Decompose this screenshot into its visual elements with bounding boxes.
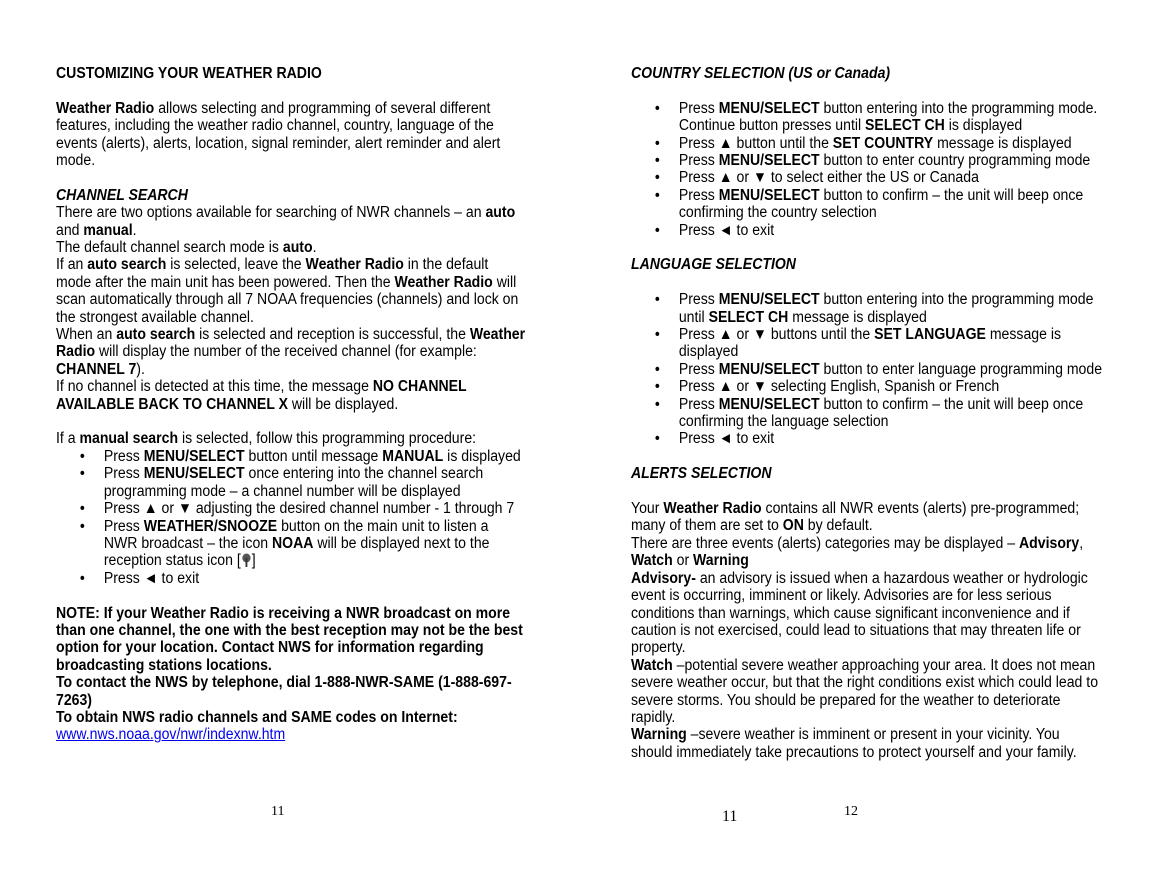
alert-categories-text: There are three events (alerts) categories may be displayed – Advisory, Watch or Warning	[631, 534, 1084, 570]
page-number-right-b: 12	[844, 804, 858, 819]
language-selection-heading: LANGUAGE SELECTION	[631, 256, 796, 274]
alerts-selection-heading: ALERTS SELECTION	[631, 465, 772, 483]
list-item: • Press ▲ or ▼ adjusting the desired channel number - 1 through 7	[79, 500, 515, 518]
warning-text: Warning –severe weather is imminent or present in your vicinity. You should immediately take precautions to protect yourself and your family.	[631, 726, 1077, 761]
manual-steps-list	[56, 448, 525, 587]
list-item: • Press MENU/SELECT button to confirm – the unit will beep once confirming the country selection	[654, 186, 1084, 222]
left-page	[56, 65, 525, 744]
list-item: • Press WEATHER/SNOOZE button on the main unit to listen a NWR broadcast – the icon NOAA will be displayed next to the reception status icon [ ]	[79, 517, 490, 570]
list-item: • Press MENU/SELECT button to enter language programming mode	[654, 360, 1103, 378]
list-item: • Press ▲ or ▼ to select either the US or Canada	[654, 169, 979, 187]
right-page	[631, 65, 1102, 761]
list-item: • Press ◄ to exit	[654, 430, 775, 448]
list-item: • Press MENU/SELECT button to confirm – the unit will beep once confirming the language selection	[654, 395, 1084, 431]
country-steps-list	[631, 100, 1102, 239]
default-mode-text: The default channel search mode is auto.	[56, 239, 317, 257]
list-item: • Press MENU/SELECT button to enter country programming mode	[654, 152, 1091, 170]
nws-link[interactable]: www.nws.noaa.gov/nwr/indexnw.htm	[56, 726, 286, 744]
manual-search-text: If a manual search is selected, follow this programming procedure:	[56, 430, 477, 448]
contact-text: To contact the NWS by telephone, dial 1-888-NWR-SAME (1-888-697-7263)	[56, 674, 512, 709]
country-selection-heading: COUNTRY SELECTION (US or Canada)	[631, 65, 891, 82]
channel-search-heading: CHANNEL SEARCH	[56, 186, 188, 204]
internet-text: To obtain NWS radio channels and SAME codes on Internet:	[56, 708, 458, 726]
note-paragraph: NOTE: If your Weather Radio is receiving a NWR broadcast on more than one channel, the one with the best reception may not be the best option for your location. Contact NWS for information regarding broadcasting stations locations.	[56, 604, 523, 674]
page-number-right-a: 11	[722, 808, 738, 825]
antenna-icon	[241, 553, 252, 567]
no-channel-text: If no channel is detected at this time, the message NO CHANNEL AVAILABLE BACK TO CHANNEL X will be displayed.	[56, 378, 467, 413]
list-item: • Press MENU/SELECT button entering into the programming mode until SELECT CH message is displayed	[654, 291, 1094, 326]
watch-text: Watch –potential severe weather approaching your area. It does not mean severe weather occur, but that the right conditions exist which could lead to severe storms. You should be prepared for the weather to deteriorate rapidly.	[631, 656, 1099, 726]
list-item: • Press ◄ to exit	[79, 569, 200, 587]
alerts-intro-text: Your Weather Radio contains all NWR events (alerts) pre-programmed; many of them are set to ON by default.	[631, 500, 1080, 535]
language-steps-list	[631, 291, 1102, 448]
list-item: • Press ▲ or ▼ selecting English, Spanish or French	[654, 378, 1000, 396]
list-item: • Press MENU/SELECT button until message MANUAL is displayed	[79, 447, 521, 465]
list-item: • Press MENU/SELECT button entering into the programming mode. Continue button presses until SELECT CH is displayed	[654, 99, 1098, 135]
advisory-text: Advisory- an advisory is issued when a hazardous weather or hydrologic event is occurring, imminent or likely. Advisories are for less serious conditions than warnings, which cause significant inconvenience and if caution is not exercised, could lead to situations that may threaten life or property.	[631, 569, 1088, 657]
list-item: • Press ◄ to exit	[654, 221, 775, 239]
channel-options-text: There are two options available for searching of NWR channels – an auto and manual.	[56, 204, 516, 239]
auto-search-text: If an auto search is selected, leave the Weather Radio in the default mode after the main unit has been powered. Then the Weather Radio will scan automatically through all 7 NOAA frequencies (channels) and lock on the strongest available channel.	[56, 256, 519, 326]
intro-paragraph: Weather Radio allows selecting and programming of several different features, including the weather radio channel, country, language of the events (alerts), alerts, location, signal reminder, alert reminder and alert mode.	[56, 99, 501, 170]
page-number-left: 11	[271, 804, 285, 819]
list-item: • Press MENU/SELECT once entering into the channel search programming mode – a channel number will be displayed	[79, 465, 484, 500]
list-item: • Press ▲ button until the SET COUNTRY message is displayed	[654, 134, 1072, 152]
list-item: • Press ▲ or ▼ buttons until the SET LANGUAGE message is displayed	[654, 326, 1062, 361]
page-title: CUSTOMIZING YOUR WEATHER RADIO	[56, 65, 322, 82]
auto-success-text: When an auto search is selected and reception is successful, the Weather Radio will display the number of the received channel (for example: CHANNEL 7).	[56, 326, 526, 378]
